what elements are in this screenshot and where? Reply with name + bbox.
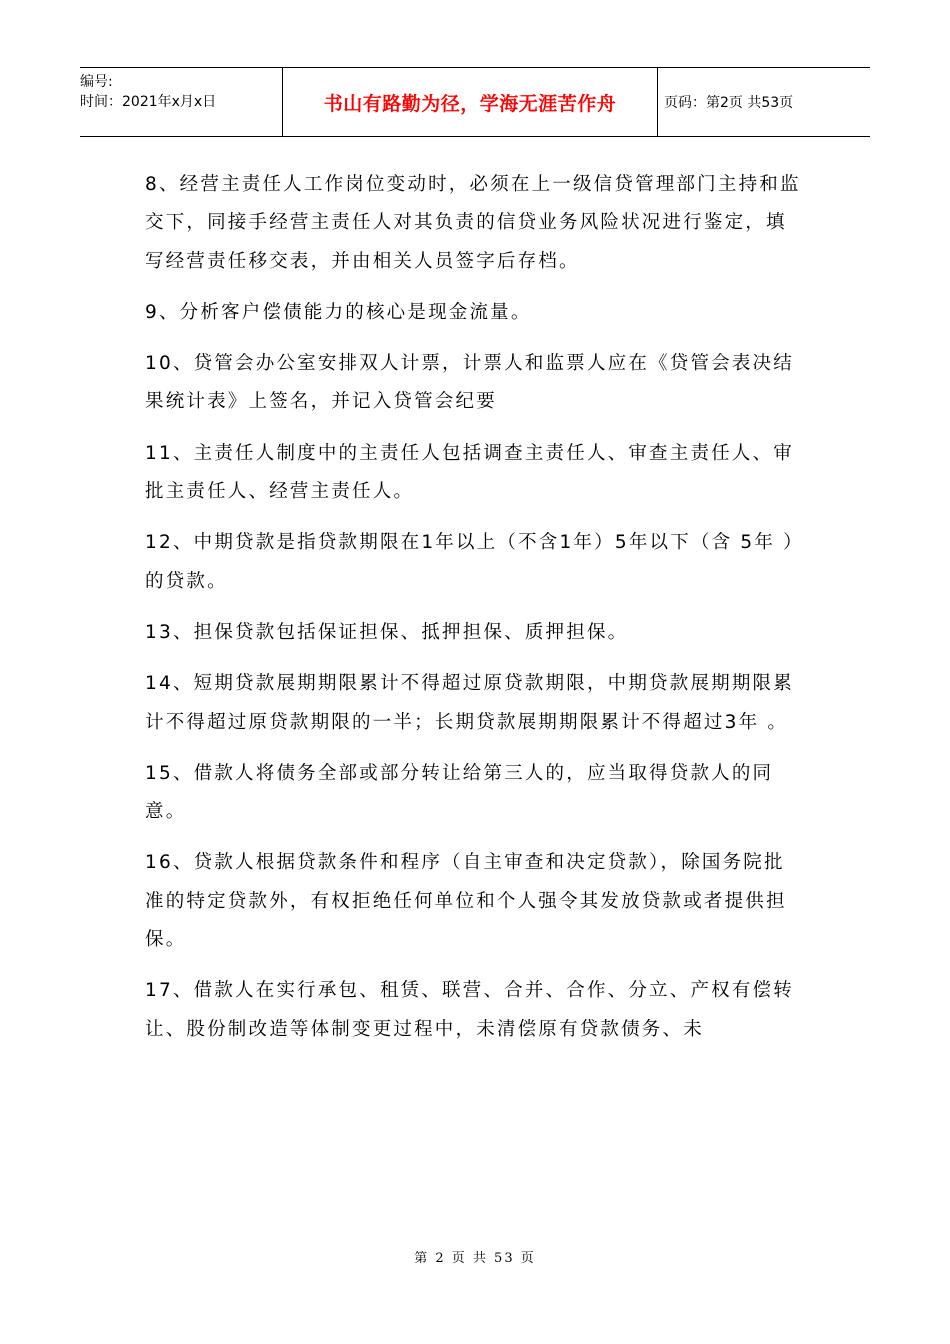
time-label: 时间：2021年x月x日: [80, 94, 217, 110]
paragraph-9: 9、分析客户偿债能力的核心是现金流量。: [145, 301, 532, 323]
paragraph-12: 12、中期贷款是指贷款期限在1年以上（不含1年）5年以下（含 5年 ）的贷款。: [145, 532, 804, 592]
paragraph-10: 10、贷管会办公室安排双人计票，计票人和监票人应在《贷管会表决结果统计表》上签名，并记入贷管会纪要: [145, 353, 794, 413]
header-meta: [80, 68, 282, 136]
page-header: [80, 67, 870, 137]
document-body: [145, 166, 805, 1062]
paragraph-14: 14、短期贷款展期期限累计不得超过原贷款期限，中期贷款展期期限累计不得超过原贷款期限的一半；长期贷款展期期限累计不得超过3年 。: [145, 673, 794, 733]
paragraph-17: 17、借款人在实行承包、租赁、联营、合并、合作、分立、产权有偿转让、股份制改造等体制变更过程中，未清偿原有贷款债务、未: [145, 980, 794, 1040]
paragraph-8: 8、经营主责任人工作岗位变动时，必须在上一级信贷管理部门主持和监交下，同接手经营主责任人对其负责的信贷业务风险状况进行鉴定，填写经营责任移交表，并由相关人员签字后存档。: [145, 174, 801, 272]
paragraph-15: 15、借款人将债务全部或部分转让给第三人的，应当取得贷款人的同意。: [145, 762, 774, 823]
number-label: 编号:: [80, 74, 113, 90]
paragraph-13: 13、担保贷款包括保证担保、抵押担保、质押担保。: [145, 621, 629, 643]
paragraph-11: 11、主责任人制度中的主责任人包括调查主责任人、审查主责任人、审批主责任人、经营主责任人。: [145, 442, 794, 503]
header-motto: 书山有路勤为径，学海无涯苦作舟: [282, 68, 658, 136]
paragraph-16: 16、贷款人根据贷款条件和程序（自主审查和决定贷款），除国务院批准的特定贷款外，有权拒绝任何单位和个人强令其发放贷款或者提供担保。: [145, 852, 787, 951]
header-page-info: 页码：第2页 共53页: [664, 95, 794, 111]
page-footer: 第 2 页 共 53 页: [414, 1251, 536, 1266]
